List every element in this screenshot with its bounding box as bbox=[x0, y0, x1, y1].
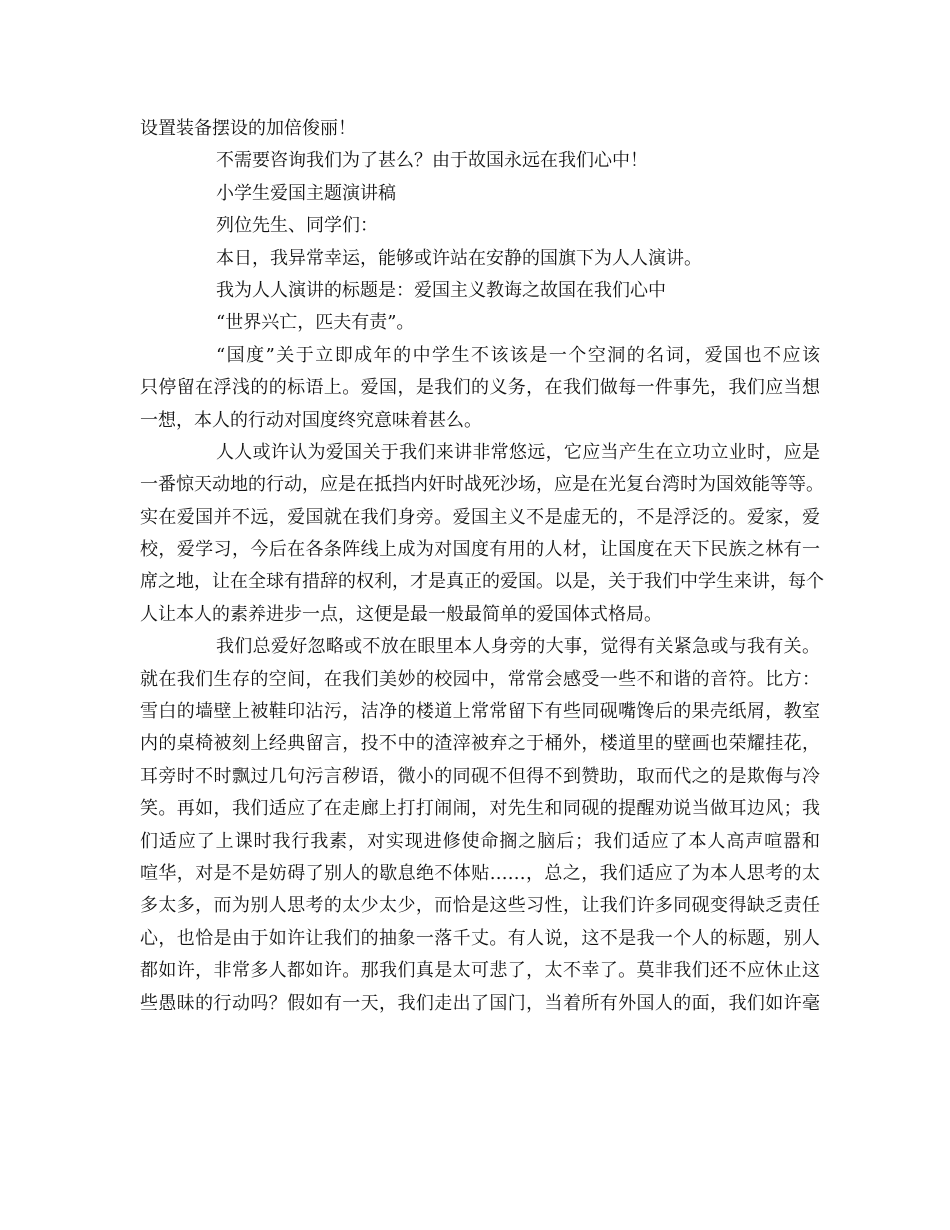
text-line: 我们总爱好忽略或不放在眼里本人身旁的大事，觉得有关紧急或与我有关。 bbox=[216, 636, 820, 658]
text-line: 心，也恰是由于如许让我们的抽象一落千丈。有人说，这不是我一个人的标题，别人 bbox=[140, 927, 820, 949]
text-line: 实在爱国并不远，爱国就在我们身旁。爱国主义不是虚无的，不是浮泛的。爱家，爱 bbox=[140, 506, 820, 528]
text-line: 我为人人演讲的标题是：爱国主义教诲之故国在我们心中 bbox=[216, 279, 666, 301]
text-line: 不需要咨询我们为了甚么？由于故国永远在我们心中！ bbox=[216, 150, 648, 172]
text-line: 喧华，对是不是妨碍了别人的歇息绝不体贴……，总之，我们适应了为本人思考的太 bbox=[140, 862, 820, 884]
text-line: 内的桌椅被刻上经典留言，投不中的渣滓被弃之于桶外，楼道里的壁画也荣耀挂花， bbox=[140, 733, 820, 755]
text-line: 都如许，非常多人都如许。那我们真是太可悲了，太不幸了。莫非我们还不应休止这 bbox=[140, 960, 820, 982]
document-body bbox=[140, 113, 824, 1020]
text-line: 们适应了上课时我行我素，对实现进修使命搁之脑后；我们适应了本人高声喧嚣和 bbox=[140, 830, 820, 852]
text-line: 一番惊天动地的行动，应是在抵挡内奸时战死沙场，应是在光复台湾时为国效能等等。 bbox=[140, 474, 824, 496]
text-line: 校，爱学习，今后在各条阵线上成为对国度有用的人材，让国度在天下民族之林有一 bbox=[140, 539, 820, 561]
text-line: 列位先生、同学们： bbox=[216, 215, 378, 237]
text-line: 耳旁时不时飘过几句污言秽语，微小的同砚不但得不到赞助，取而代之的是欺侮与冷 bbox=[140, 765, 820, 787]
text-line: 只停留在浮浅的的标语上。爱国，是我们的义务，在我们做每一件事先，我们应当想 bbox=[140, 377, 820, 399]
text-line: 席之地，让在全球有措辞的权利，才是真正的爱国。以是，关于我们中学生来讲，每个 bbox=[140, 571, 824, 593]
text-line: 设置装备摆设的加倍俊丽！ bbox=[140, 118, 356, 139]
text-line: 就在我们生存的空间，在我们美妙的校园中，常常会感受一些不和谐的音符。比方： bbox=[140, 668, 820, 690]
text-line: 一想，本人的行动对国度终究意味着甚么。 bbox=[140, 409, 482, 431]
text-line: 多太多，而为别人思考的太少太少，而恰是这些习性，让我们许多同砚变得缺乏责任 bbox=[140, 895, 820, 917]
text-line: 雪白的墙壁上被鞋印沾污，洁净的楼道上常常留下有些同砚嘴馋后的果壳纸屑，教室 bbox=[140, 701, 820, 723]
text-line: 本日，我异常幸运，能够或许站在安静的国旗下为人人演讲。 bbox=[216, 247, 702, 269]
text-line: 些愚昧的行动吗？假如有一天，我们走出了国门，当着所有外国人的面，我们如许毫 bbox=[140, 992, 820, 1014]
text-line: 笑。再如，我们适应了在走廊上打打闹闹，对先生和同砚的提醒劝说当做耳边风；我 bbox=[140, 798, 820, 820]
text-line: 小学生爱国主题演讲稿 bbox=[216, 182, 396, 204]
text-line: 人让本人的素养进步一点，这便是最一般最简单的爱国体式格局。 bbox=[140, 603, 662, 625]
text-line: “世界兴亡，匹夫有责”。 bbox=[216, 312, 415, 334]
text-line: 人人或许认为爱国关于我们来讲非常悠远，它应当产生在立功立业时，应是 bbox=[216, 441, 820, 463]
text-line: “国度”关于立即成年的中学生不该该是一个空洞的名词，爱国也不应该 bbox=[216, 344, 820, 366]
